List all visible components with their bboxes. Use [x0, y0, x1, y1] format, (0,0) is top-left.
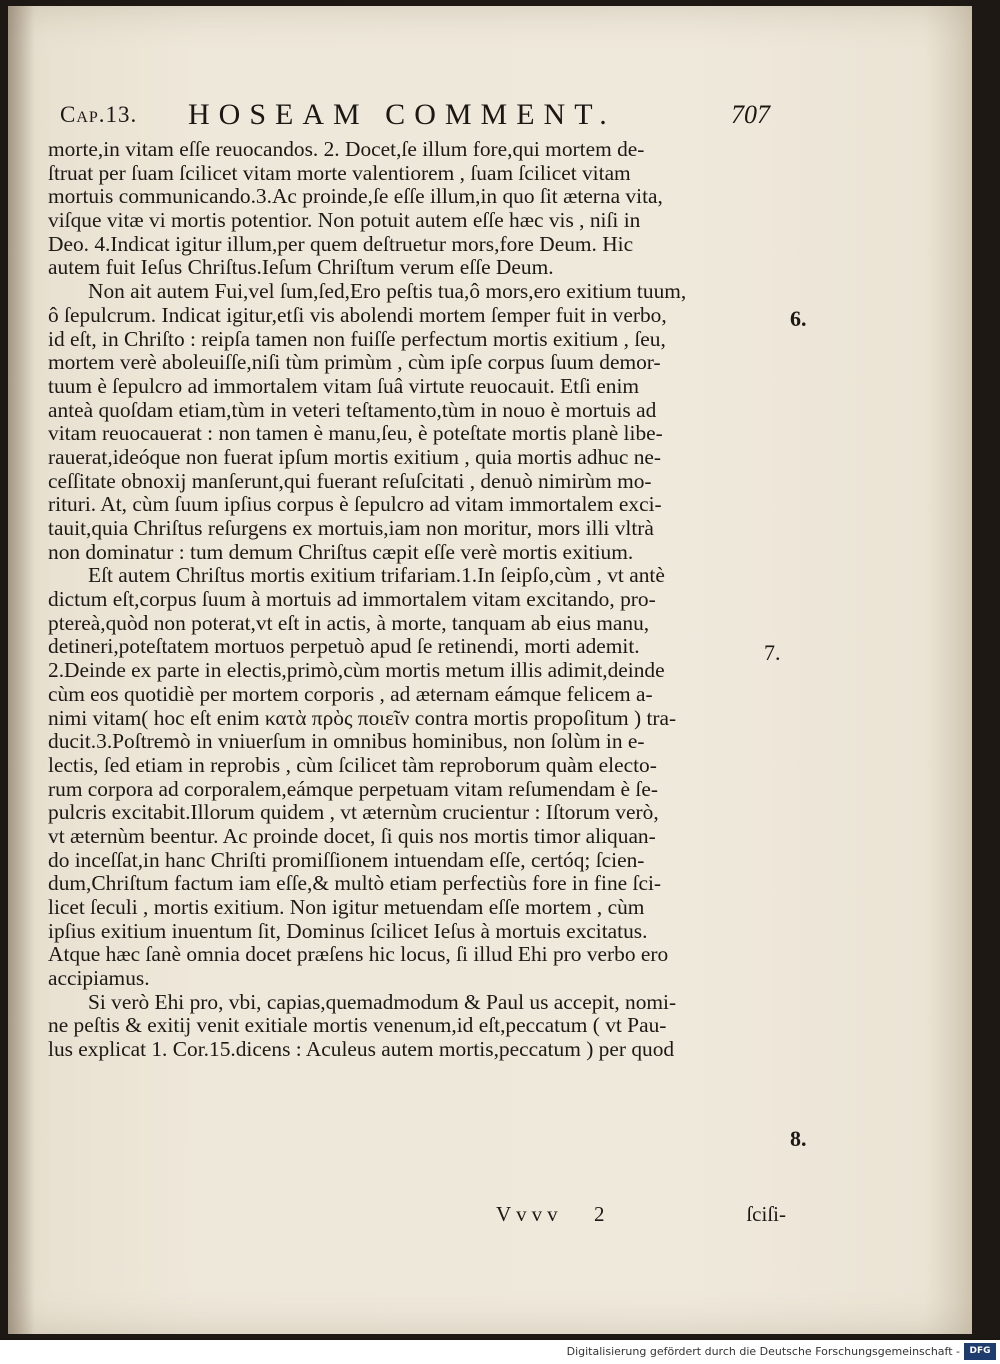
text-line: rum corpora ad corporalem,eámque perpetuam vitam reſumendam è ſe- [48, 777, 658, 801]
text-line: nimi vitam( hoc eſt enim κατὰ πρὸς ποιεῖν contra mortis propoſitum ) tra- [48, 706, 677, 730]
footer-credit: Digitalisierung gefördert durch die Deutsche Forschungsgemeinschaft - [566, 1345, 960, 1358]
text-line: ſtruat per ſuam ſcilicet vitam morte valentiorem , ſuam ſcilicet vitam [48, 161, 631, 185]
text-line: dum,Chriſtum factum iam eſſe,& multò etiam perfectiùs fore in fine ſci- [48, 872, 662, 896]
text-line: ô ſepulcrum. Indicat igitur,etſi vis abolendi mortem ſemper fuit in verbo, [48, 303, 667, 327]
chapter-label: Cap.13. [60, 102, 138, 127]
text-line: morte,in vitam eſſe reuocandos. 2. Docet,ſe illum fore,qui mortem de- [48, 138, 645, 161]
text-line: anteà quoſdam etiam,tùm in veteri teſtamento,tùm in nouo è mortuis ad [48, 398, 657, 422]
text-line: rauerat,ideóque non fuerat ipſum mortis exitium , quia mortis adhuc ne- [48, 445, 662, 469]
text-line: dictum eſt,corpus ſuum à mortuis ad immortalem vitam excitando, pro- [48, 588, 656, 612]
running-header [60, 98, 770, 134]
body-text [48, 138, 778, 1062]
text-line: Atque hæc ſanè omnia docet præſens hic locus, ſi illud Ehi pro verbo ero [48, 943, 669, 967]
signature-line [496, 1202, 786, 1232]
margin-verse-number: 6. [790, 306, 807, 331]
running-title: HOSEAM COMMENT. [188, 98, 616, 131]
text-line: ipſius exitium inuentum ſit, Dominus ſcilicet Ieſus à mortuis excitatus. [48, 919, 648, 943]
signature-number: 2 [594, 1202, 605, 1226]
dfg-logo-icon: DFG [964, 1343, 996, 1360]
text-line: id eſt, in Chriſto : reipſa tamen non fuiſſe perfectum mortis exitium , ſeu, [48, 327, 666, 351]
text-line: autem fuit Ieſus Chriſtus.Ieſum Chriſtum verum eſſe Deum. [48, 256, 554, 280]
signature-mark: Vvvv [496, 1202, 563, 1226]
margin-verse-number: 8. [790, 1126, 807, 1151]
text-line: lectis, ſed etiam in reprobis , cùm ſcilicet tàm reproborum quàm electo- [48, 753, 657, 777]
text-line: do inceſſat,in hanc Chriſti promiſſionem intuendam eſſe, certóq; ſcien- [48, 848, 645, 872]
text-line: Si verò Ehi pro, vbi, capias,quemadmodum & Paul us accepit, nomi- [88, 990, 677, 1014]
text-line: vitam reuocauerat : non tamen è manu,ſeu, è poteſtate mortis planè libe- [48, 422, 663, 446]
catchword: ſciſi- [746, 1202, 786, 1226]
text-line: cùm eos quotidiè per mortem corporis , ad æternam eámque felicem a- [48, 682, 653, 706]
text-line: rituri. At, cùm ſuum ipſius corpus è ſepulcro ad vitam immortalem exci- [48, 493, 662, 517]
digitization-footer [0, 1340, 1000, 1364]
text-line: mortem verè aboleuiſſe,niſi tùm primùm , cùm ipſe corpus ſuum demor- [48, 351, 661, 375]
margin-verse-number: 7. [764, 640, 781, 665]
text-line: licet ſeculi , mortis exitium. Non igitur metuendam eſſe mortem , cùm [48, 896, 645, 919]
text-line: pulcris excitabit.Illorum quidem , vt æternùm crucientur : Iſtorum verò, [48, 801, 659, 825]
text-line: vt æternùm beentur. Ac proinde docet, ſi quis nos mortis timor aliquan- [48, 824, 656, 848]
text-line: detineri,poteſtatem mortuos perpetuò apud ſe retinendi, morti ademit. [48, 635, 640, 659]
text-line: 2.Deinde ex parte in electis,primò,cùm mortis metum illis adimit,deinde [48, 659, 665, 683]
text-line: viſque vitæ vi mortis potentior. Non potuit autem eſſe hæc vis , niſi in [48, 209, 641, 233]
text-line: lus explicat 1. Cor.15.dicens : Aculeus autem mortis,peccatum ) per quod [48, 1038, 675, 1062]
text-line: accipiamus. [48, 967, 150, 991]
text-line: ducit.3.Poſtremò in vniuerſum in omnibus hominibus, non ſolùm in e- [48, 730, 645, 754]
text-line: Deo. 4.Indicat igitur illum,per quem deſtruetur mors,fore Deum. Hic [48, 232, 634, 256]
text-line: tuum è ſepulcro ad immortalem vitam ſuâ virtute reuocauit. Etſi enim [48, 374, 640, 398]
text-line: ceſſitate obnoxij manſerunt,qui fuerant reſuſcitati , denuò nimirùm mo- [48, 469, 652, 493]
text-line: tauit,quia Chriſtus reſurgens ex mortuis,iam non moritur, mors illi vltrà [48, 517, 654, 540]
text-line: ne peſtis & exitij venit exitiale mortis venenum,id eſt,peccatum ( vt Pau- [48, 1014, 667, 1038]
text-line: mortuis communicando.3.Ac proinde,ſe eſſe illum,in quo ſit æterna vita, [48, 185, 663, 209]
text-line: ptereà,quòd non poterat,vt eſt in actis, à morte, tanquam ab eius manu, [48, 611, 650, 635]
text-line: non dominatur : tum demum Chriſtus cæpit eſſe verè mortis exitium. [48, 540, 634, 564]
book-page [8, 6, 972, 1334]
text-line: Eſt autem Chriſtus mortis exitium trifariam.1.In ſeipſo,cùm , vt antè [88, 564, 665, 588]
page-number: 707 [731, 100, 770, 129]
text-line: Non ait autem Fui,vel ſum,ſed,Ero peſtis tua,ô mors,ero exitium tuum, [88, 280, 687, 304]
